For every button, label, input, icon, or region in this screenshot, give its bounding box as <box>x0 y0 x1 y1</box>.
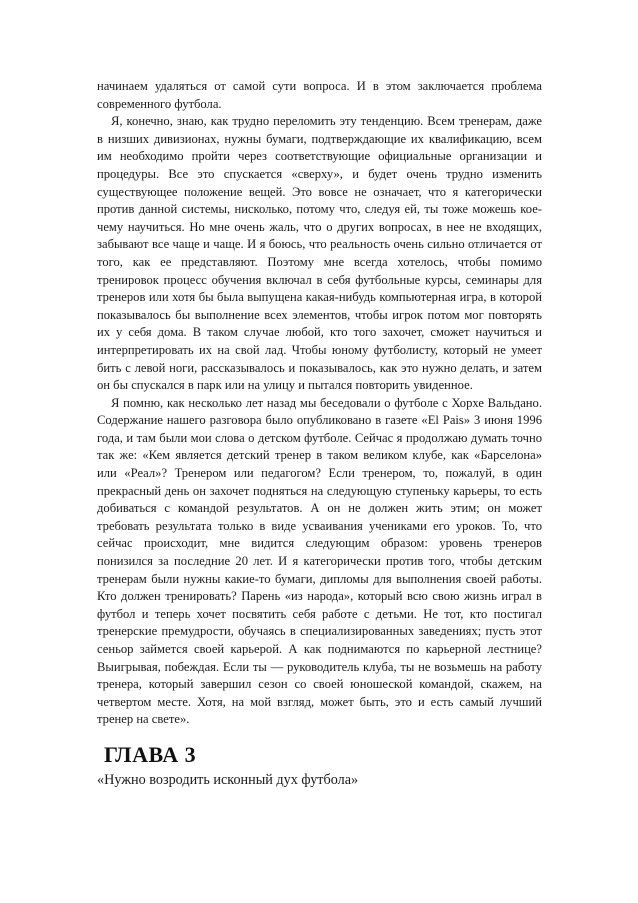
chapter-subtitle: «Нужно возродить исконный дух футбола» <box>97 772 359 788</box>
paragraph-valdano-interview: Я помню, как несколько лет назад мы беседовали о футболе с Хорхе Вальдано. Содержание нашего разговора было опубликовано в газете «El Pais» 3 июня 1996 года, и там были мои слова о детском футболе. Сейчас я продолжаю думать точно так же: «Кем является детский тренер в таком великом клубе, как «Барселона» или «Реал»? Тренером или педагогом? Если тренером, то, пожалуй, в один прекрасный день он захочет подняться на следующую ступеньку карьеры, то есть добиваться с командой результатов. А он не должен жить этим; он может требовать результата только в виде усваивания учениками его уроков. То, что сейчас происходит, мне видится следующим образом: уровень тренеров понизился за последние 20 лет. И я категорически против того, чтобы детским тренерам были нужны какие-то бумаги, дипломы для выполнения своей работы. Кто должен тренировать? Парень «из народа», который всю свою жизнь играл в футбол и теперь хочет посвятить себя работе с детьми. Не тот, кто постигал тренерские премудрости, обучаясь в специализированных заведениях; пусть этот сеньор займется своей карьерой. А как поднимаются по карьерной лестнице? Выигрывая, побеждая. Если ты — руководитель клуба, ты не возьмешь на работу тренера, который завершил сезон со своей юношеской командой, скажем, на четвертом месте. Хотя, на мой взгляд, может быть, это и есть самый лучший тренер на свете». <box>97 395 542 727</box>
body-text <box>97 78 542 729</box>
paragraph-coaching-system: Я, конечно, знаю, как трудно переломить эту тенденцию. Всем тренерам, даже в низших дивизионах, нужны бумаги, подтверждающие их квалификацию, всем им необходимо пройти через соответствующие официальные организации и процедуры. Все это спускается «сверху», и будет очень трудно изменить существующее положение вещей. Это вовсе не означает, что я категорически против данной системы, нисколько, потому что, следуя ей, ты тоже можешь кое-чему научиться. Но мне очень жаль, что о других вопросах, в нее не входящих, забывают все чаще и чаще. И я боюсь, что реальность очень сильно отличается от того, как ее представляют. Поэтому мне всегда хотелось, чтобы помимо тренировок процесс обучения включал в себя футбольные курсы, семинары для тренеров или хотя бы была выпущена какая-нибудь компьютерная игра, в которой показывалось бы выполнение всех элементов, чтобы игрок потом мог повторять их у себя дома. В таком случае любой, кто того захочет, сможет научиться и интерпретировать их на свой лад. Чтобы юному футболисту, который не умеет бить с левой ноги, рассказывалось и показывалось, как это нужно делать, и затем он бы спускался в парк или на улицу и пытался повторить увиденное. <box>97 114 542 393</box>
chapter-heading: ГЛАВА 3 <box>104 742 197 767</box>
paragraph-continuation: начинаем удаляться от самой сути вопроса. И в этом заключается проблема современного футбола. <box>97 79 542 111</box>
